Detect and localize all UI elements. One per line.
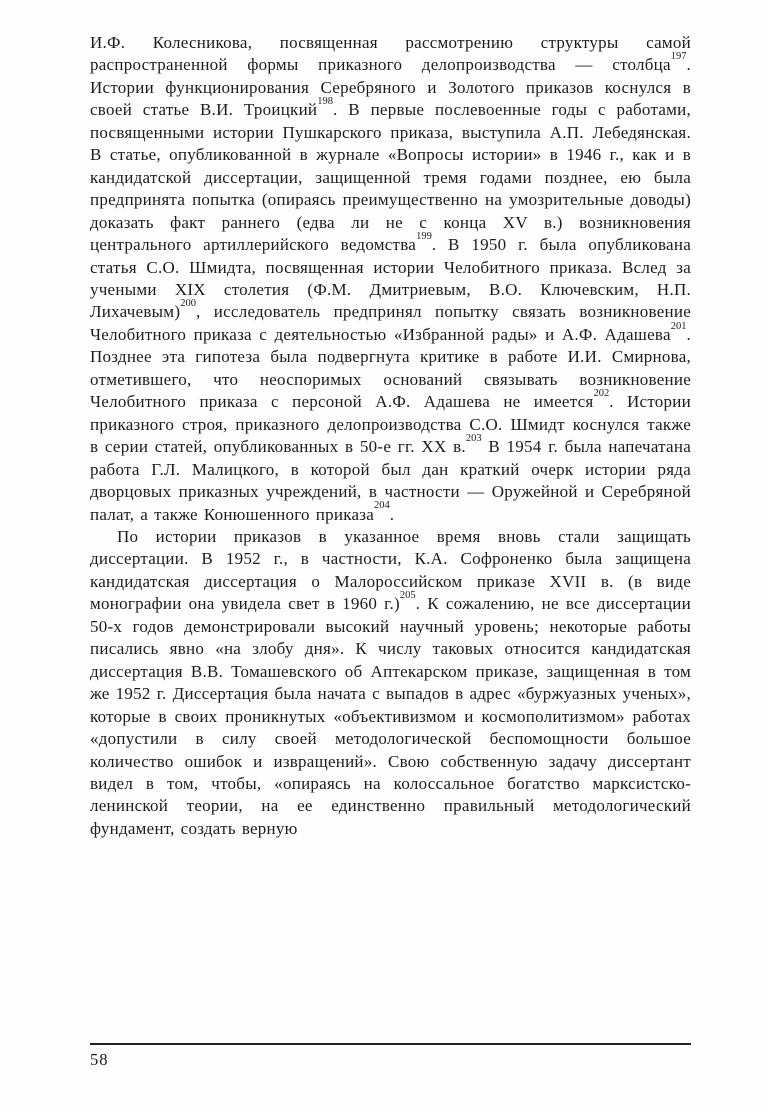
footnote-ref: 202 bbox=[593, 387, 610, 399]
text-block bbox=[90, 32, 691, 840]
paragraph: И.Ф. Колесникова, посвященная рассмотрению структуры самой распространенной формы приказного делопроизводства — столбца$^{197}$. Истории функционирования Серебряного и Золотого приказов коснулся в своей статье В.И. Троицкий$^{198}$. В первые послевоенные годы с работами, посвященными истории Пушкарского приказа, выступила А.П. Лебедянская. В статье, опубликованной в журнале «Вопросы истории» в 1946 г., как и в кандидатской диссертации, защищенной тремя годами позднее, ею была предпринята попытка (опираясь преимущественно на умозрительные доводы) доказать факт раннего (едва ли не с конца XV в.) возникновения центрального артиллерийского ведомства$^{199}$. В 1950 г. была опубликована статья С.О. Шмидта, посвященная истории Челобитного приказа. Вслед за учеными XIX столетия (Ф.М. Дмитриевым, В.О. Ключевским, Н.П. Лихачевым)$^{200}$, исследователь предпринял попытку связать возникновение Челобитного приказа с деятельностью «Избранной рады» и А.Ф. Адашева$^{201}$. Позднее эта гипотеза была подвергнута критике в работе И.И. Смирнова, отметившего, что неоспоримых оснований связывать возникновение Челобитного приказа с персоной А.Ф. Адашева не имеется$^{202}$. Истории приказного строя, приказного делопроизводства С.О. Шмидт коснулся также в серии статей, опубликованных в 50-е гг. XX в.$^{203}$ В 1954 г. была напечатана работа Г.Л. Малицкого, в которой был дан краткий очерк истории ряда дворцовых приказных учреждений, в частности — Оружейной и Серебряной палат, а также Конюшенного приказа$^{204}$. bbox=[90, 33, 692, 524]
footnote-ref: 205 bbox=[399, 589, 416, 601]
page-number: 58 bbox=[90, 1050, 109, 1069]
footnote-ref: 200 bbox=[180, 298, 196, 310]
footnote-ref: 203 bbox=[465, 432, 482, 444]
footnote-ref: 199 bbox=[416, 230, 432, 242]
footnote-ref: 198 bbox=[317, 95, 334, 107]
page-footer bbox=[90, 1043, 691, 1070]
footnote-ref: 197 bbox=[670, 51, 687, 63]
footnote-ref: 201 bbox=[670, 320, 687, 332]
footnote-ref: 204 bbox=[374, 500, 390, 512]
paragraph: По истории приказов в указанное время вновь стали защищать диссертации. В 1952 г., в частности, К.А. Софроненко была защищена кандидатская диссертация о Малороссийском приказе XVII в. (в виде монографии она увидела свет в 1960 г.)$^{205}$. К сожалению, не все диссертации 50-х годов демонстрировали высокий научный уровень; некоторые работы писались явно «на злобу дня». К числу таковых относится кандидатская диссертация В.В. Томашевского об Аптекарском приказе, защищенная в том же 1952 г. Диссертация была начата с выпадов в адрес «буржуазных ученых», которые в своих проникнутых «объективизмом и космополитизмом» работах «допустили в силу своей методологической беспомощности большое количество ошибок и извращений». Свою собственную задачу диссертант видел в том, чтобы, «опираясь на колоссальное богатство марксистско-ленинской теории, на ее единственно правильный методологический фундамент, создать верную bbox=[90, 526, 691, 838]
